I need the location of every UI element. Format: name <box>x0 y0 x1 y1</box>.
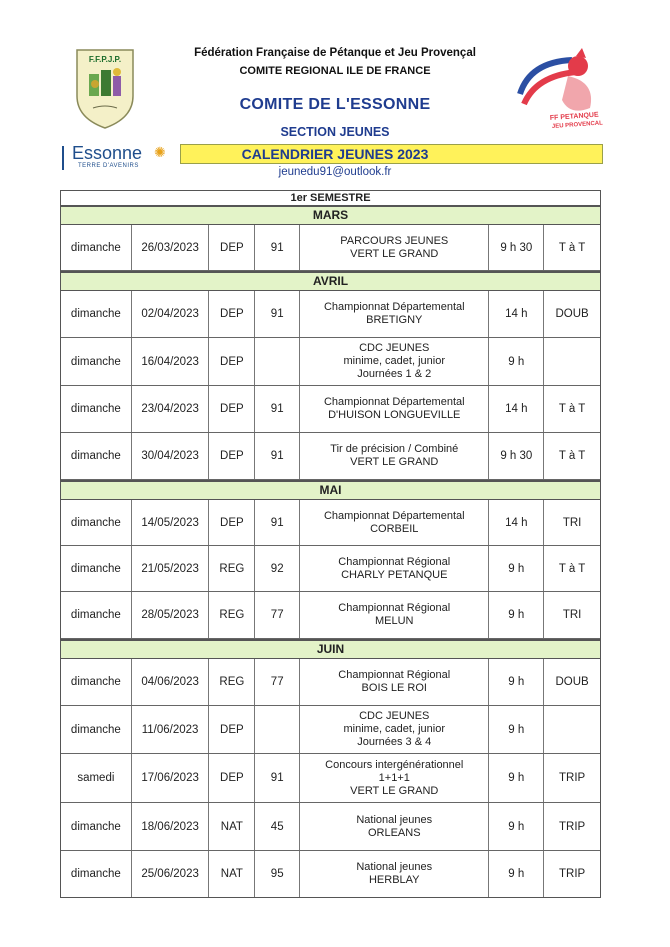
type-cell <box>544 338 600 385</box>
sun-icon: ✺ <box>154 144 166 160</box>
table-row <box>61 338 600 386</box>
event-cell <box>300 546 489 591</box>
event-line: Championnat Régional <box>338 555 451 568</box>
table-row <box>61 433 600 480</box>
time-cell: 14 h <box>489 500 544 545</box>
essonne-logo-bar <box>62 146 64 170</box>
month-header-mars: MARS <box>61 206 600 225</box>
day-cell: dimanche <box>61 386 132 432</box>
time-cell: 14 h <box>489 291 544 337</box>
event-cell <box>300 659 489 705</box>
event-line: Journées 1 & 2 <box>357 368 432 380</box>
dept-cell: 91 <box>255 500 300 545</box>
table-row <box>61 706 600 754</box>
date-cell: 18/06/2023 <box>132 803 210 850</box>
event-cell <box>300 803 489 850</box>
table-row <box>61 754 600 803</box>
type-cell: T à T <box>558 241 586 254</box>
event-line: minime, cadet, junior <box>343 355 445 367</box>
event-line: VERT LE GRAND <box>350 247 439 260</box>
time-cell: 9 h <box>489 592 544 638</box>
time-cell: 9 h <box>489 754 544 802</box>
type-cell: TRIP <box>559 868 586 880</box>
dept-cell: 91 <box>255 754 300 802</box>
day-cell: samedi <box>61 754 132 802</box>
event-line: CDC JEUNES <box>359 342 430 354</box>
ff-petanque-logo <box>510 46 605 136</box>
ffpjp-logo-text: F.F.P.J.P. <box>88 55 122 64</box>
date-cell: 25/06/2023 <box>132 851 210 897</box>
ff-logo-text-2: JEU PROVENCAL <box>551 120 604 130</box>
event-cell <box>300 225 489 270</box>
day-cell: dimanche <box>61 338 132 385</box>
date-cell: 14/05/2023 <box>132 500 210 545</box>
level-cell: DEP <box>209 225 255 270</box>
type-cell: TRI <box>562 516 582 529</box>
month-header-avril: AVRIL <box>61 271 600 291</box>
event-line: 1+1+1 <box>378 771 410 784</box>
type-cell: T à T <box>558 562 586 575</box>
event-cell <box>300 754 489 802</box>
table-row <box>61 546 600 592</box>
dept-cell <box>255 338 300 385</box>
day-cell: dimanche <box>61 433 132 479</box>
event-line: minime, cadet, junior <box>343 723 445 735</box>
time-cell: 9 h 30 <box>489 225 544 270</box>
type-cell: T à T <box>558 450 586 462</box>
dept-cell: 91 <box>255 225 300 270</box>
event-cell <box>300 291 489 337</box>
time-cell: 9 h <box>489 659 544 705</box>
dept-cell: 91 <box>255 386 300 432</box>
table-row <box>61 851 600 897</box>
date-cell: 21/05/2023 <box>132 546 210 591</box>
dept-cell: 92 <box>255 546 300 591</box>
calendar-table-body <box>61 206 600 897</box>
dept-cell: 95 <box>255 851 300 897</box>
event-line: BRETIGNY <box>366 314 423 326</box>
level-cell: NAT <box>209 851 255 897</box>
time-cell: 9 h <box>489 546 544 591</box>
day-cell: dimanche <box>61 500 132 545</box>
event-line: National jeunes <box>356 813 433 826</box>
time-cell: 9 h <box>489 338 544 385</box>
level-cell: DEP <box>209 500 255 545</box>
level-cell: DEP <box>209 706 255 753</box>
dept-cell <box>255 706 300 753</box>
event-cell <box>300 500 489 545</box>
date-cell: 11/06/2023 <box>132 706 210 753</box>
dept-cell: 91 <box>255 433 300 479</box>
type-cell: TRI <box>562 609 582 621</box>
event-line: CDC JEUNES <box>359 710 430 722</box>
event-line: Championnat Régional <box>338 602 451 614</box>
level-cell: DEP <box>209 338 255 385</box>
event-line: VERT LE GRAND <box>350 456 439 468</box>
dept-cell: 77 <box>255 592 300 638</box>
level-cell: NAT <box>209 803 255 850</box>
event-line: D'HUISON LONGUEVILLE <box>328 409 461 421</box>
date-cell: 30/04/2023 <box>132 433 210 479</box>
date-cell: 02/04/2023 <box>132 291 210 337</box>
contact-email[interactable]: jeunedu91@outlook.fr <box>278 166 392 178</box>
type-cell: DOUB <box>555 308 589 320</box>
type-cell: T à T <box>558 403 586 415</box>
event-line: ORLEANS <box>367 826 421 839</box>
dept-cell: 77 <box>255 659 300 705</box>
federation-name: Fédération Française de Pétanque et Jeu Provençal <box>194 47 476 59</box>
table-row <box>61 500 600 546</box>
event-line: National jeunes <box>356 861 433 873</box>
table-row <box>61 291 600 338</box>
calendar-title: CALENDRIER JEUNES 2023 <box>241 146 429 162</box>
event-line: Tir de précision / Combiné <box>330 443 459 455</box>
event-line: Journées 3 & 4 <box>357 736 432 748</box>
level-cell: REG <box>209 546 255 591</box>
level-cell: REG <box>209 659 255 705</box>
type-cell: DOUB <box>555 676 589 688</box>
time-cell: 14 h <box>489 386 544 432</box>
essonne-logo <box>62 143 182 175</box>
date-cell: 17/06/2023 <box>132 754 210 802</box>
section-title: SECTION JEUNES <box>280 125 390 139</box>
table-row <box>61 803 600 851</box>
semester-header: 1er SEMESTRE <box>61 191 600 206</box>
calendar-table <box>60 190 601 898</box>
event-line: CHARLY PETANQUE <box>341 568 448 581</box>
day-cell: dimanche <box>61 546 132 591</box>
event-line: BOIS LE ROI <box>361 682 427 694</box>
event-cell <box>300 338 489 385</box>
month-header-mai: MAI <box>61 480 600 500</box>
event-cell <box>300 592 489 638</box>
date-cell: 23/04/2023 <box>132 386 210 432</box>
event-line: MELUN <box>375 615 414 627</box>
table-row <box>61 386 600 433</box>
table-row <box>61 225 600 271</box>
event-line: HERBLAY <box>368 874 420 886</box>
essonne-logo-tagline: TERRE D'AVENIRS <box>78 163 139 169</box>
event-line: Concours intergénérationnel <box>325 758 464 771</box>
level-cell: DEP <box>209 433 255 479</box>
day-cell: dimanche <box>61 851 132 897</box>
essonne-logo-word: Essonne <box>72 143 143 163</box>
date-cell: 26/03/2023 <box>132 225 210 270</box>
event-line: Championnat Régional <box>338 669 451 681</box>
day-cell: dimanche <box>61 659 132 705</box>
time-cell: 9 h <box>489 851 544 897</box>
time-cell: 9 h <box>489 803 544 850</box>
event-line: Championnat Départemental <box>323 509 465 522</box>
level-cell: DEP <box>209 754 255 802</box>
level-cell: REG <box>209 592 255 638</box>
event-line: CORBEIL <box>370 522 419 535</box>
dept-cell: 45 <box>255 803 300 850</box>
event-line: Championnat Départemental <box>323 396 465 408</box>
table-row <box>61 592 600 639</box>
date-cell: 04/06/2023 <box>132 659 210 705</box>
level-cell: DEP <box>209 291 255 337</box>
event-cell <box>300 851 489 897</box>
event-line: Championnat Départemental <box>323 301 465 313</box>
time-cell: 9 h <box>489 706 544 753</box>
time-cell: 9 h 30 <box>489 433 544 479</box>
date-cell: 28/05/2023 <box>132 592 210 638</box>
table-row <box>61 659 600 706</box>
month-header-juin: JUIN <box>61 639 600 659</box>
event-cell <box>300 706 489 753</box>
date-cell: 16/04/2023 <box>132 338 210 385</box>
ff-logo-text-1: FF PETANQUE <box>549 111 599 122</box>
day-cell: dimanche <box>61 291 132 337</box>
day-cell: dimanche <box>61 592 132 638</box>
dept-cell: 91 <box>255 291 300 337</box>
type-cell: TRIP <box>559 820 586 833</box>
level-cell: DEP <box>209 386 255 432</box>
event-cell <box>300 386 489 432</box>
event-cell <box>300 433 489 479</box>
day-cell: dimanche <box>61 706 132 753</box>
committee-title: COMITE DE L'ESSONNE <box>239 96 431 113</box>
day-cell: dimanche <box>61 225 132 270</box>
type-cell <box>544 706 600 753</box>
regional-committee: COMITE REGIONAL ILE DE FRANCE <box>239 65 431 77</box>
event-line: PARCOURS JEUNES <box>340 234 449 247</box>
day-cell: dimanche <box>61 803 132 850</box>
type-cell: TRIP <box>559 772 586 784</box>
event-line: VERT LE GRAND <box>350 784 439 797</box>
